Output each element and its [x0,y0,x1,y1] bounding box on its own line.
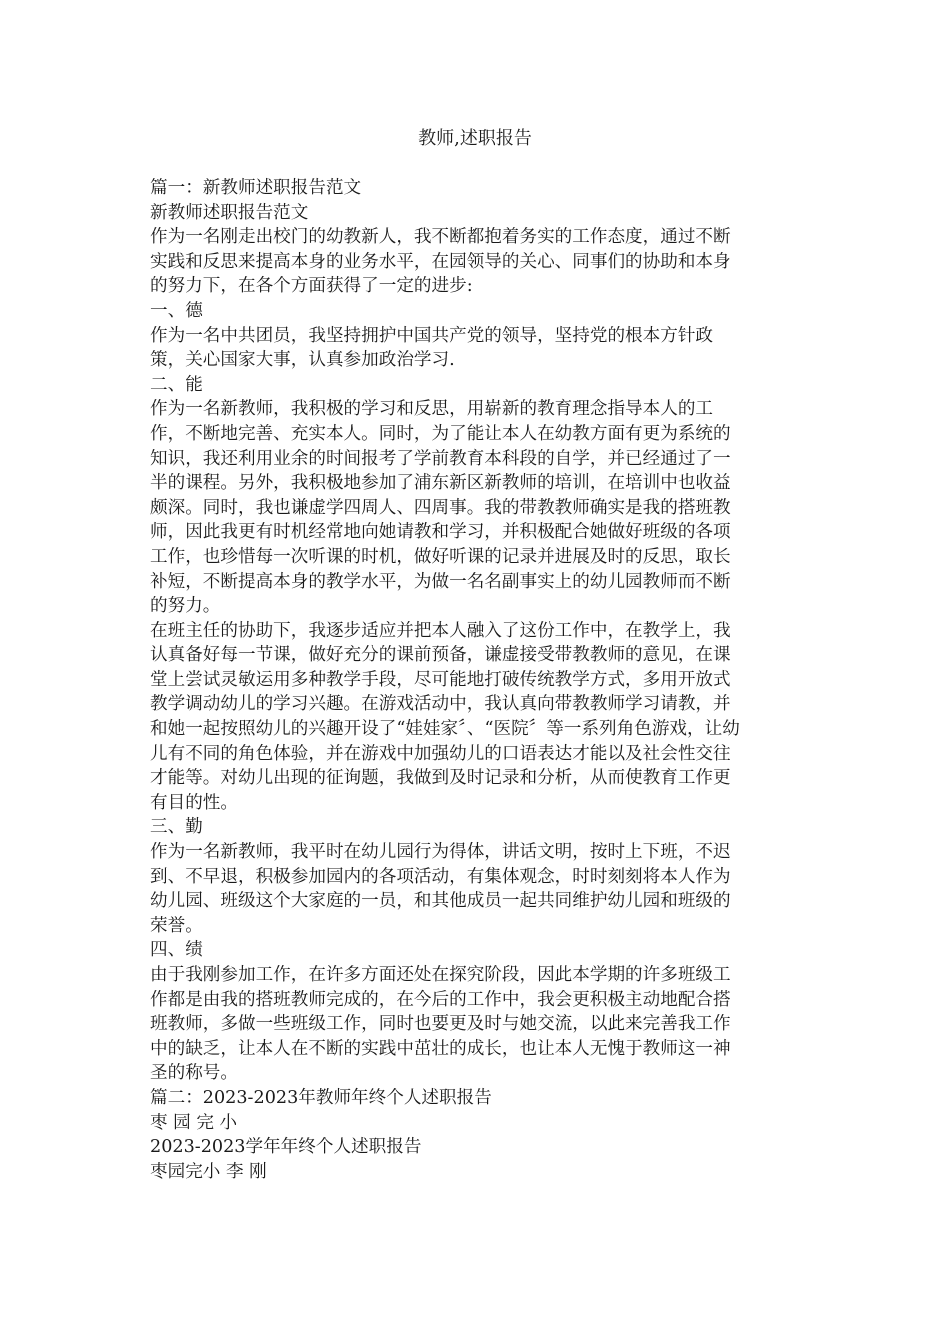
text-line: 作都是由我的搭班教师完成的，在今后的工作中，我会更积极主动地配合搭 [150,989,731,1010]
text-line: 才能等。对幼儿出现的征询题，我做到及时记录和分析，从而使教育工作更 [150,768,731,789]
text-line: 由于我刚参加工作，在许多方面还处在探究阶段，因此本学期的许多班级工 [150,965,731,985]
text-line: 工作，也珍惜每一次听课的时机，做好听课的记录并进展及时的反思，取长 [150,546,731,567]
text-line: 在班主任的协助下，我逐步适应并把本人融入了这份工作中，在教学上，我 [150,620,731,641]
text-line: 的努力下，在各个方面获得了一定的进步: [150,276,473,297]
text-line: 堂上尝试灵敏运用多种教学手段，尽可能地打破传统教学方式，多用开放式 [150,669,731,690]
text-line: 新教师述职报告范文 [150,202,309,223]
text-line: 枣 园 完 小 [150,1112,238,1133]
text-line: 师，因此我更有时机经常地向她请教和学习，并积极配合她做好班级的各项 [150,522,731,543]
text-line: 知识，我还利用业余的时间报考了学前教育本科段的自学，并已经通过了一 [150,448,731,469]
text-line: 补短，不断提高本身的教学水平，为做一名名副事实上的幼儿园教师而不断 [150,571,731,592]
text-line: 到、不早退，积极参加园内的各项活动，有集体观念，时时刻刻将本人作为 [150,866,731,887]
text-line: 作为一名中共团员，我坚持拥护中国共产党的领导，坚持党的根本方针政 [150,325,714,346]
text-line: 有目的性。 [150,792,238,813]
text-line: 作为一名新教师，我积极的学习和反思，用崭新的教育理念指导本人的工 [150,399,714,420]
text-line: 实践和反思来提高本身的业务水平，在园领导的关心、同事们的协助和本身 [150,251,731,272]
text-line: 作，不断地完善、充实本人。同时，为了能让本人在幼教方面有更为系统的 [150,423,731,444]
text-line: 四、绩 [150,940,203,961]
text-line: 作为一名新教师，我平时在幼儿园行为得体，讲话文明，按时上下班，不迟 [150,842,731,863]
text-line: 2023-2023学年年终个人述职报告 [150,1137,422,1158]
text-line: 儿有不同的角色体验，并在游戏中加强幼儿的口语表达才能以及社会性交往 [150,743,731,764]
text-line: 二、能 [150,374,203,395]
text-line: 和她一起按照幼儿的兴趣开设了“娃娃家〞、“医院〞等一系列角色游戏，让幼 [150,719,740,740]
text-line: 篇一：新教师述职报告范文 [150,178,362,198]
text-line: 半的课程。另外，我积极地参加了浦东新区新教师的培训，在培训中也收益 [150,473,731,494]
text-line: 作为一名刚走出校门的幼教新人，我不断都抱着务实的工作态度，通过不断 [150,227,731,248]
document-title: 教师,述职报告 [418,128,532,149]
text-line: 幼儿园、班级这个大家庭的一员，和其他成员一起共同维护幼儿园和班级的 [150,891,731,912]
text-line: 三、勤 [150,817,203,838]
text-line: 策，关心国家大事，认真参加政治学习. [150,350,455,371]
text-line: 班教师，多做一些班级工作，同时也要更及时与她交流，以此来完善我工作 [150,1014,731,1035]
text-line: 荣誉。 [150,915,203,936]
text-line: 圣的称号。 [150,1063,238,1084]
text-line: 枣园完小 李 刚 [150,1161,267,1182]
text-line: 教学调动幼儿的学习兴趣。在游戏活动中，我认真向带教教师学习请教，并 [150,694,731,715]
text-line: 的努力。 [150,596,221,617]
text-line: 一、德 [150,300,203,321]
text-line: 篇二：2023-2023年教师年终个人述职报告 [150,1087,492,1108]
text-line: 颇深。同时，我也谦虚学四周人、四周事。我的带教教师确实是我的搭班教 [150,497,731,518]
text-line: 中的缺乏，让本人在不断的实践中茁壮的成长，也让本人无愧于教师这一神 [150,1038,731,1059]
document-body [150,176,810,1184]
text-line: 认真备好每一节课，做好充分的课前预备，谦虚接受带教教师的意见，在课 [150,645,731,666]
